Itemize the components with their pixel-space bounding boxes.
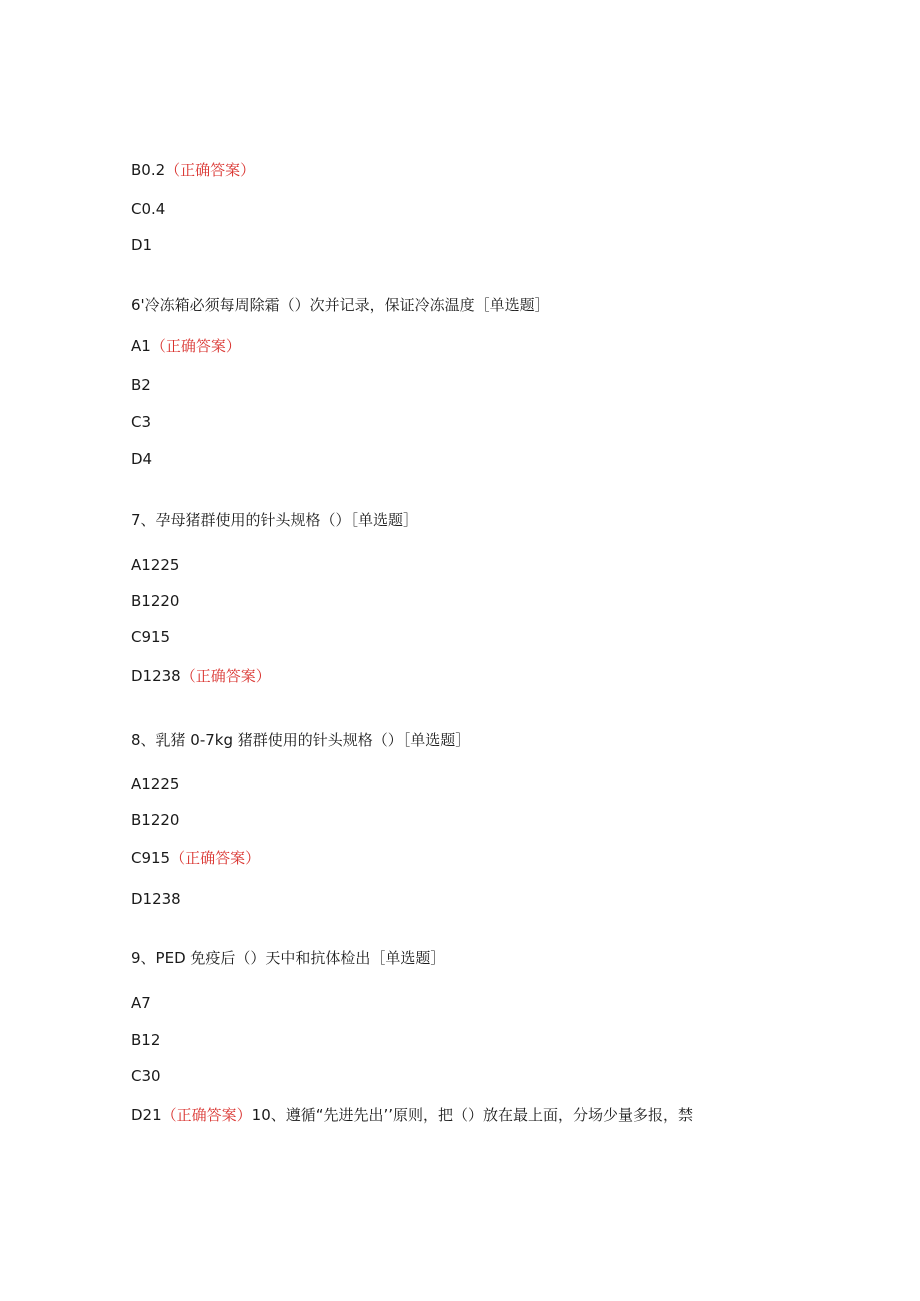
correct-answer-mark: （正确答案） (180, 667, 271, 685)
correct-answer-mark: （正确答案） (165, 161, 256, 179)
option-a: A1（正确答案） (131, 337, 241, 355)
option-c: C0.4 (131, 200, 166, 218)
question-10: 10、遵循“先进先出’’原则，把（）放在最上面，分场少量多报，禁 (251, 1106, 694, 1124)
option-c: C915 (131, 628, 171, 646)
option-d: D1238（正确答案） (131, 667, 271, 685)
question-6: 6'冷冻箱必须每周除霜（）次并记录，保证冷冻温度［单选题］ (131, 296, 550, 314)
option-a: A1225 (131, 556, 180, 574)
option-d: D4 (131, 450, 153, 468)
correct-answer-mark: （正确答案） (161, 1106, 252, 1124)
option-a: A1225 (131, 775, 180, 793)
option-d: D1238 (131, 890, 181, 908)
option-b: B2 (131, 376, 151, 394)
option-b: B1220 (131, 811, 180, 829)
option-b: B1220 (131, 592, 180, 610)
question-7: 7、孕母猪群使用的针头规格（）［单选题］ (131, 511, 419, 529)
option-b: B0.2（正确答案） (131, 161, 256, 179)
option-b: B12 (131, 1031, 161, 1049)
option-c: C3 (131, 413, 152, 431)
option-c: C30 (131, 1067, 161, 1085)
option-c: C915（正确答案） (131, 849, 261, 867)
option-a: A7 (131, 994, 151, 1012)
question-9: 9、PED 免疫后（）天中和抗体检出［单选题］ (131, 949, 446, 967)
correct-answer-mark: （正确答案） (170, 849, 261, 867)
correct-answer-mark: （正确答案） (150, 337, 241, 355)
option-d: D1 (131, 236, 153, 254)
option-d-with-question-10: D21（正确答案）10、遵循“先进先出’’原则，把（）放在最上面，分场少量多报，禁 (131, 1106, 694, 1124)
question-8: 8、乳猪 0-7kg 猪群使用的针头规格（）［单选题］ (131, 731, 471, 749)
